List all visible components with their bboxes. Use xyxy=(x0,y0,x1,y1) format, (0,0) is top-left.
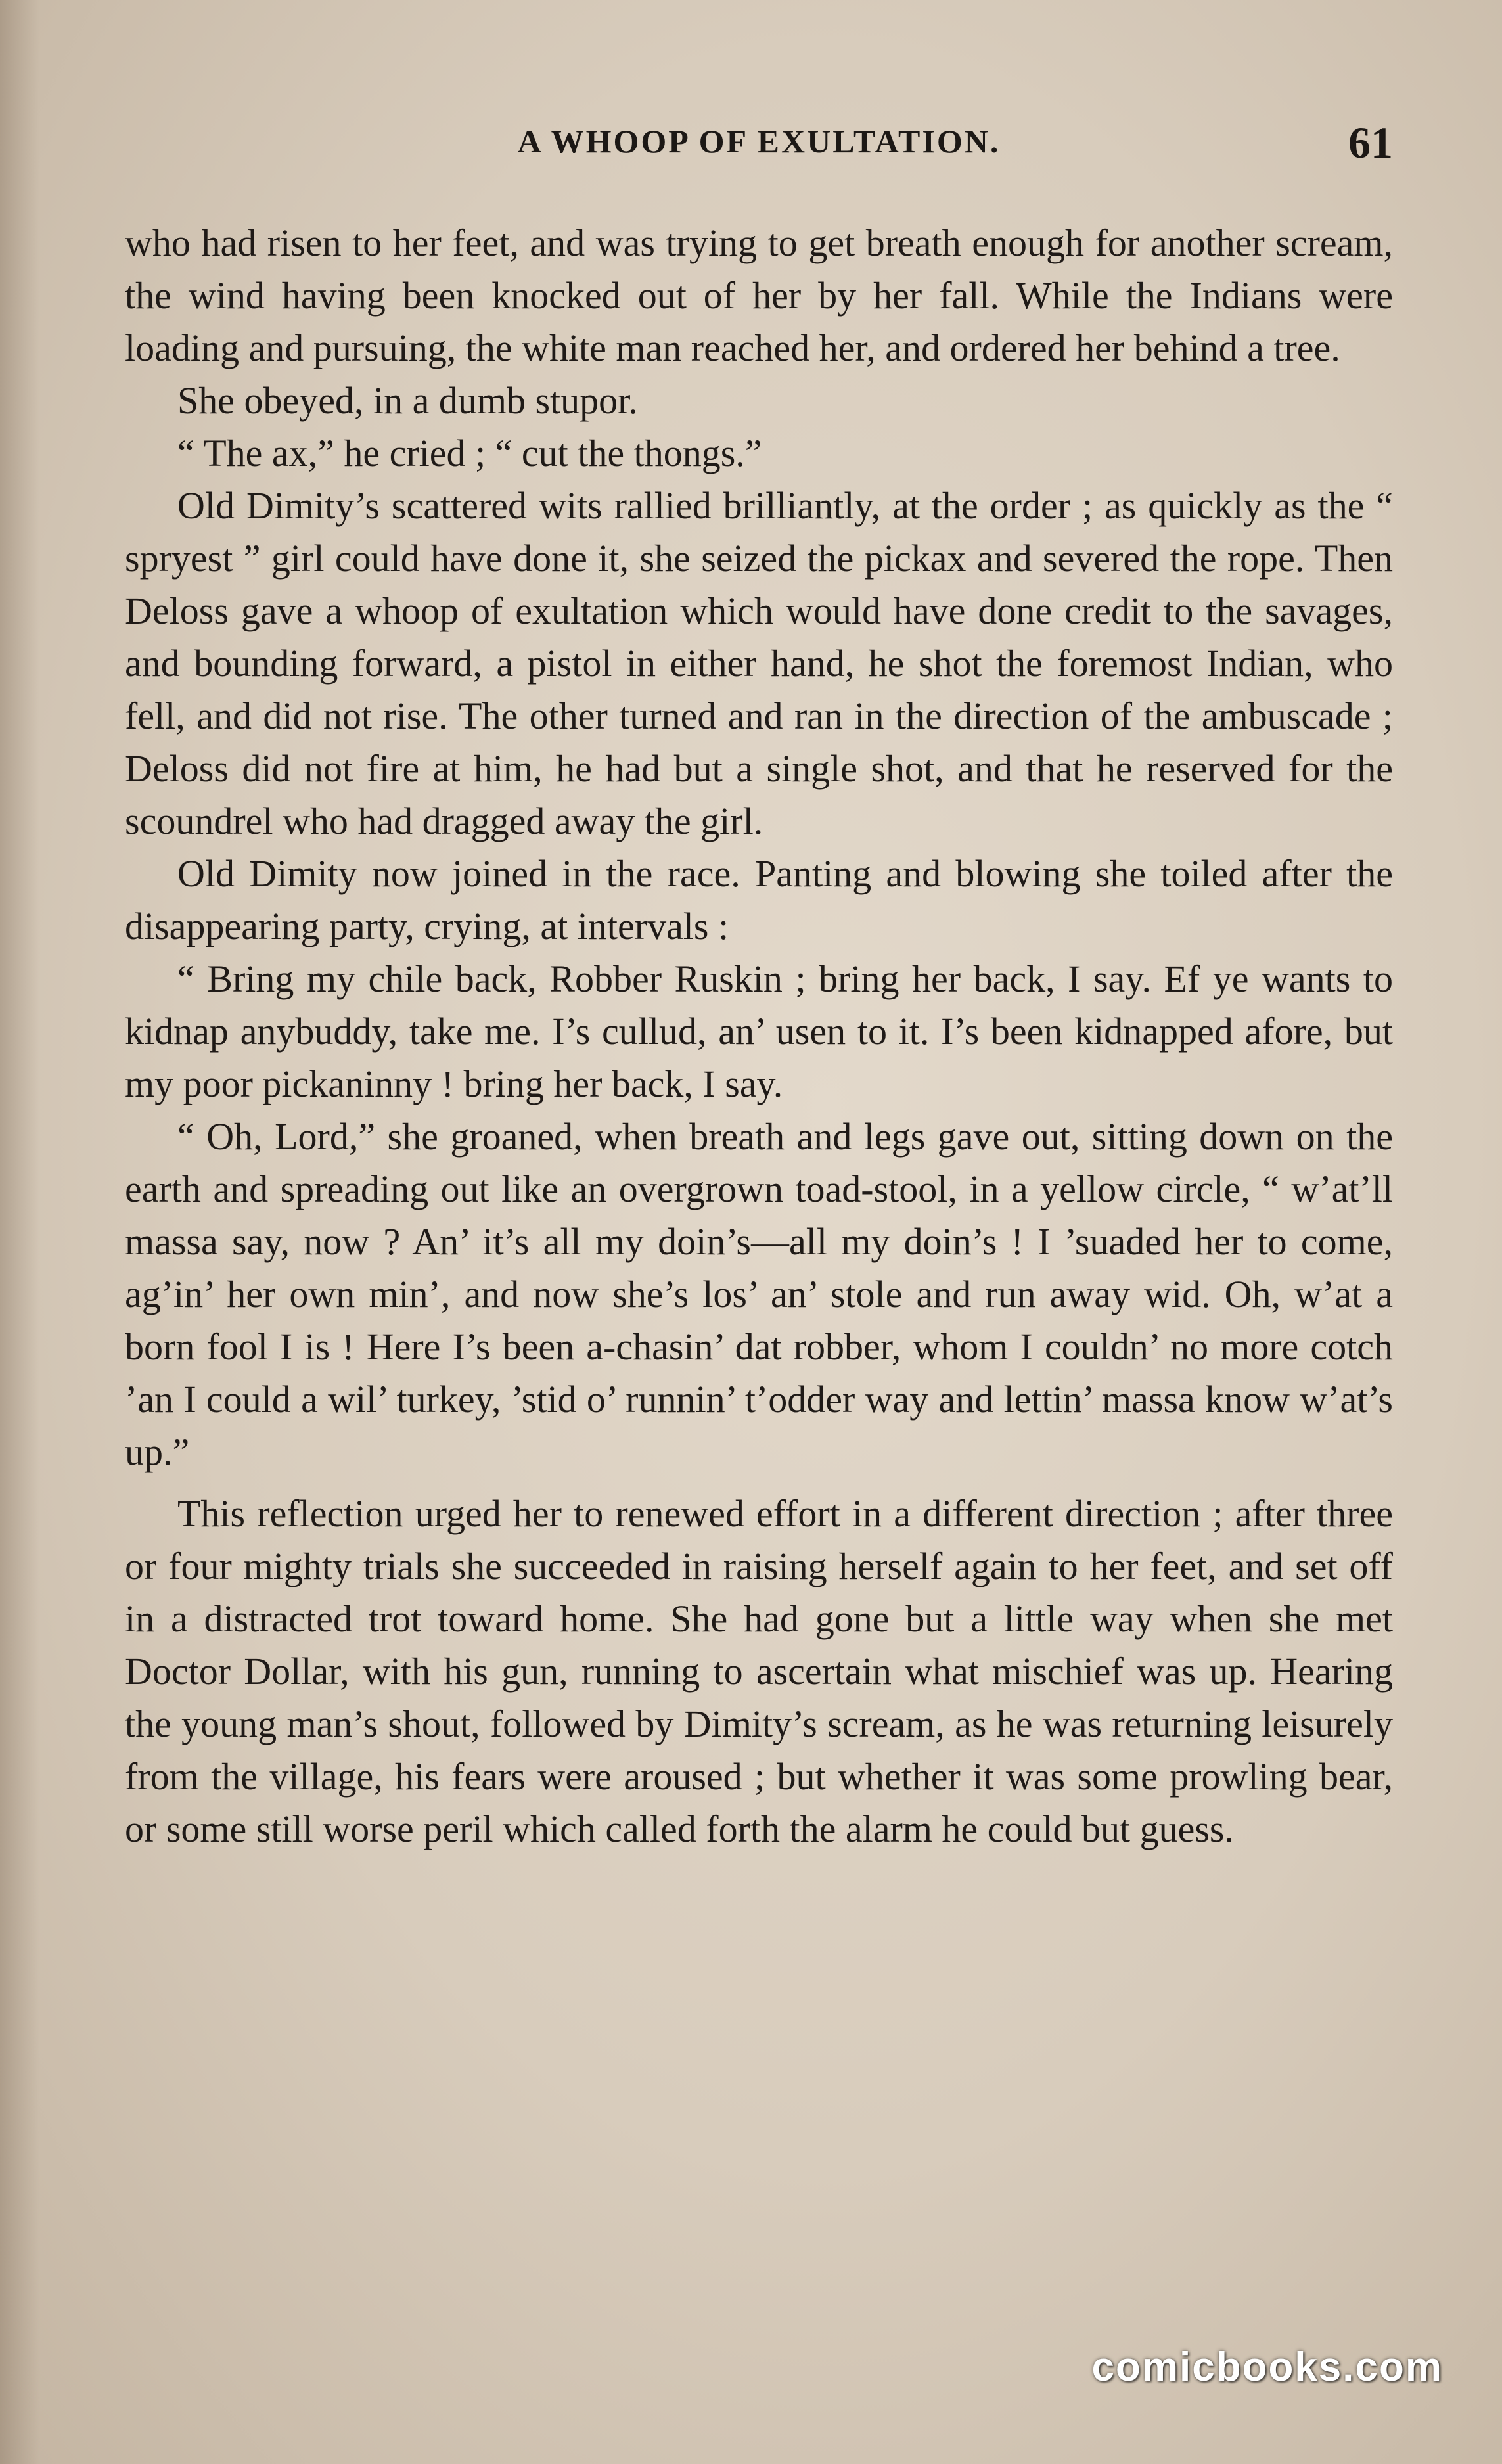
watermark: comicbooks.com xyxy=(1091,2344,1443,2390)
page-edge-shadow xyxy=(0,0,39,2464)
paragraph: “ Oh, Lord,” she groaned, when breath and legs gave out, sitting down on the earth and spreading out like an overgrown toad-stool, in a yellow circle, “ w’at’ll massa say, now ? An’ it’s all my doin’s—all my doin’s ! I ’suaded her to come, ag’in’ her own min’, and now she’s los’ an’ stole and run away wid. Oh, w’at a born fool I is ! Here I’s been a-chasin’ dat robber, whom I couldn’ no more cotch ’an I could a wil’ turkey, ’stid o’ runnin’ t’odder way and lettin’ massa know w’at’s up.” xyxy=(125,1115,1393,1473)
paragraph: Old Dimity’s scattered wits rallied brilliantly, at the order ; as quickly as the “ spryest ” girl could have done it, she seized the pickax and severed the rope. Then Deloss gave a whoop of exultation which would have done credit to the savages, and bounding forward, a pistol in either hand, he shot the foremost Indian, who fell, and did not rise. The other turned and ran in the direction of the ambuscade ; Deloss did not fire at him, he had but a single shot, and that he reserved for the scoundrel who had dragged away the girl. xyxy=(125,484,1393,842)
paragraph: “ Bring my chile back, Robber Ruskin ; bring her back, I say. Ef ye wants to kidnap anybuddy, take me. I’s cullud, an’ usen to it. I’s been kidnapped afore, but my poor pickaninny ! bring her back, I say. xyxy=(125,957,1393,1105)
paragraph: This reflection urged her to renewed effort in a different direction ; after three or four mighty trials she succeeded in raising herself again to her feet, and set off in a distracted trot toward home. She had gone but a little way when she met Doctor Dollar, with his gun, running to ascertain what mischief was up. Hearing the young man’s shout, followed by Dimity’s scream, as he was returning leisurely from the village, his fears were aroused ; but whether it was some prowling bear, or some still worse peril which called forth the alarm he could but guess. xyxy=(125,1492,1393,1850)
page-header xyxy=(125,117,1393,170)
paragraph: “ The ax,” he cried ; “ cut the thongs.” xyxy=(177,432,762,474)
paragraph: who had risen to her feet, and was trying to get breath enough for another scream, the wind having been knocked out of her by her fall. While the Indians were loading and pursuing, the white man reached her, and ordered her behind a tree. xyxy=(125,221,1393,369)
page-number: 61 xyxy=(1348,118,1393,168)
paragraph: Old Dimity now joined in the race. Panting and blowing she toiled after the disappearing party, crying, at intervals : xyxy=(125,852,1393,947)
paragraph: She obeyed, in a dumb stupor. xyxy=(177,379,638,422)
body-text xyxy=(125,217,1393,1856)
running-head: A WHOOP OF EXULTATION. xyxy=(517,123,1001,160)
